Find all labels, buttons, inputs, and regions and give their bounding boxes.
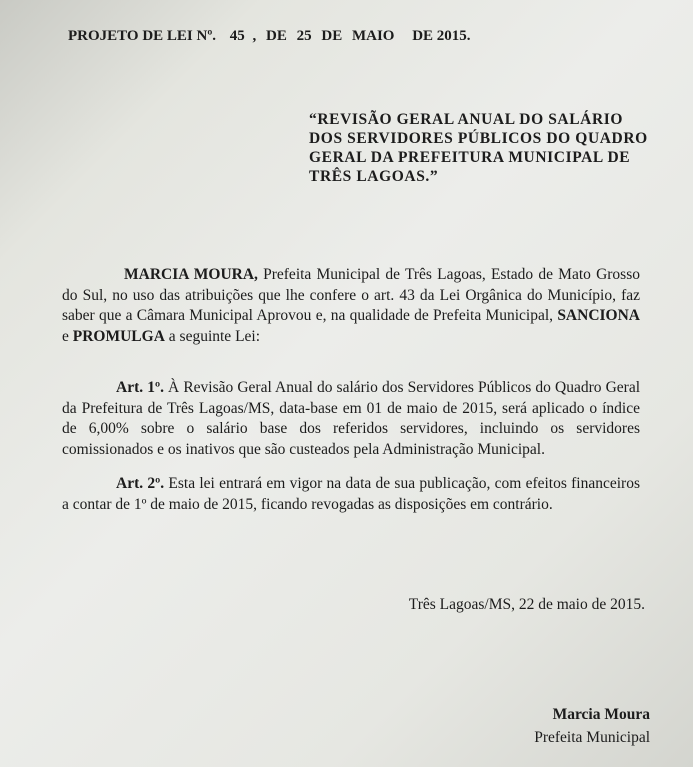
- place-and-date: Três Lagoas/MS, 22 de maio de 2015.: [408, 596, 645, 613]
- bill-year: DE 2015.: [412, 28, 471, 44]
- article-1: [62, 378, 640, 460]
- article-text: À Revisão Geral Anual do salário dos Servidores Públicos do Quadro Geral da Prefeitura de Três Lagoas/MS, data-base em 01 de maio de 2015, será aplicado o índice de 6,00% sobre o salário base dos referidos servidores, incluindo os servidores comissionados e os inativos que são custeados pela Administração Municipal.: [62, 379, 641, 458]
- bill-prefix: PROJETO DE LEI Nº.: [68, 28, 217, 44]
- bill-number: 45: [229, 28, 245, 44]
- enactment-paragraph: [62, 265, 640, 347]
- bill-date: , DE 25 DE MAIO: [252, 28, 395, 44]
- law-summary: [309, 110, 648, 186]
- summary-line: GERAL DA PREFEITURA MUNICIPAL DE: [309, 149, 631, 166]
- enactment-text-2: e: [62, 327, 73, 345]
- article-2: [62, 474, 640, 515]
- mayor-name: MARCIA MOURA,: [124, 266, 258, 283]
- enactment-text-1: Prefeita Municipal de Três Lagoas, Estado de Mato Grosso do Sul, no uso das atribuições que lhe confere o art. 43 da Lei Orgânica do Município, faz saber que a Câmara Municipal Aprovou e, na qualidade de Prefeita Municipal,: [62, 266, 640, 324]
- bill-header: [68, 28, 471, 45]
- promulga-word: PROMULGA: [72, 327, 165, 345]
- signature-title: Prefeita Municipal: [534, 729, 650, 746]
- summary-line: “REVISÃO GERAL ANUAL DO SALÁRIO: [309, 111, 624, 128]
- article-label: Art. 2º.: [116, 475, 165, 492]
- enactment-text-3: a seguinte Lei:: [164, 327, 261, 345]
- article-label: Art. 1º.: [116, 379, 164, 396]
- sanciona-word: SANCIONA: [557, 307, 640, 324]
- article-text: Esta lei entrará em vigor na data de sua publicação, com efeitos financeiros a contar de 1º de maio de 2015, ficando revogadas as disposições em contrário.: [62, 475, 641, 513]
- signature-name: Marcia Moura: [552, 706, 650, 723]
- summary-line: TRÊS LAGOAS.”: [309, 168, 439, 185]
- summary-line: DOS SERVIDORES PÚBLICOS DO QUADRO: [309, 130, 648, 147]
